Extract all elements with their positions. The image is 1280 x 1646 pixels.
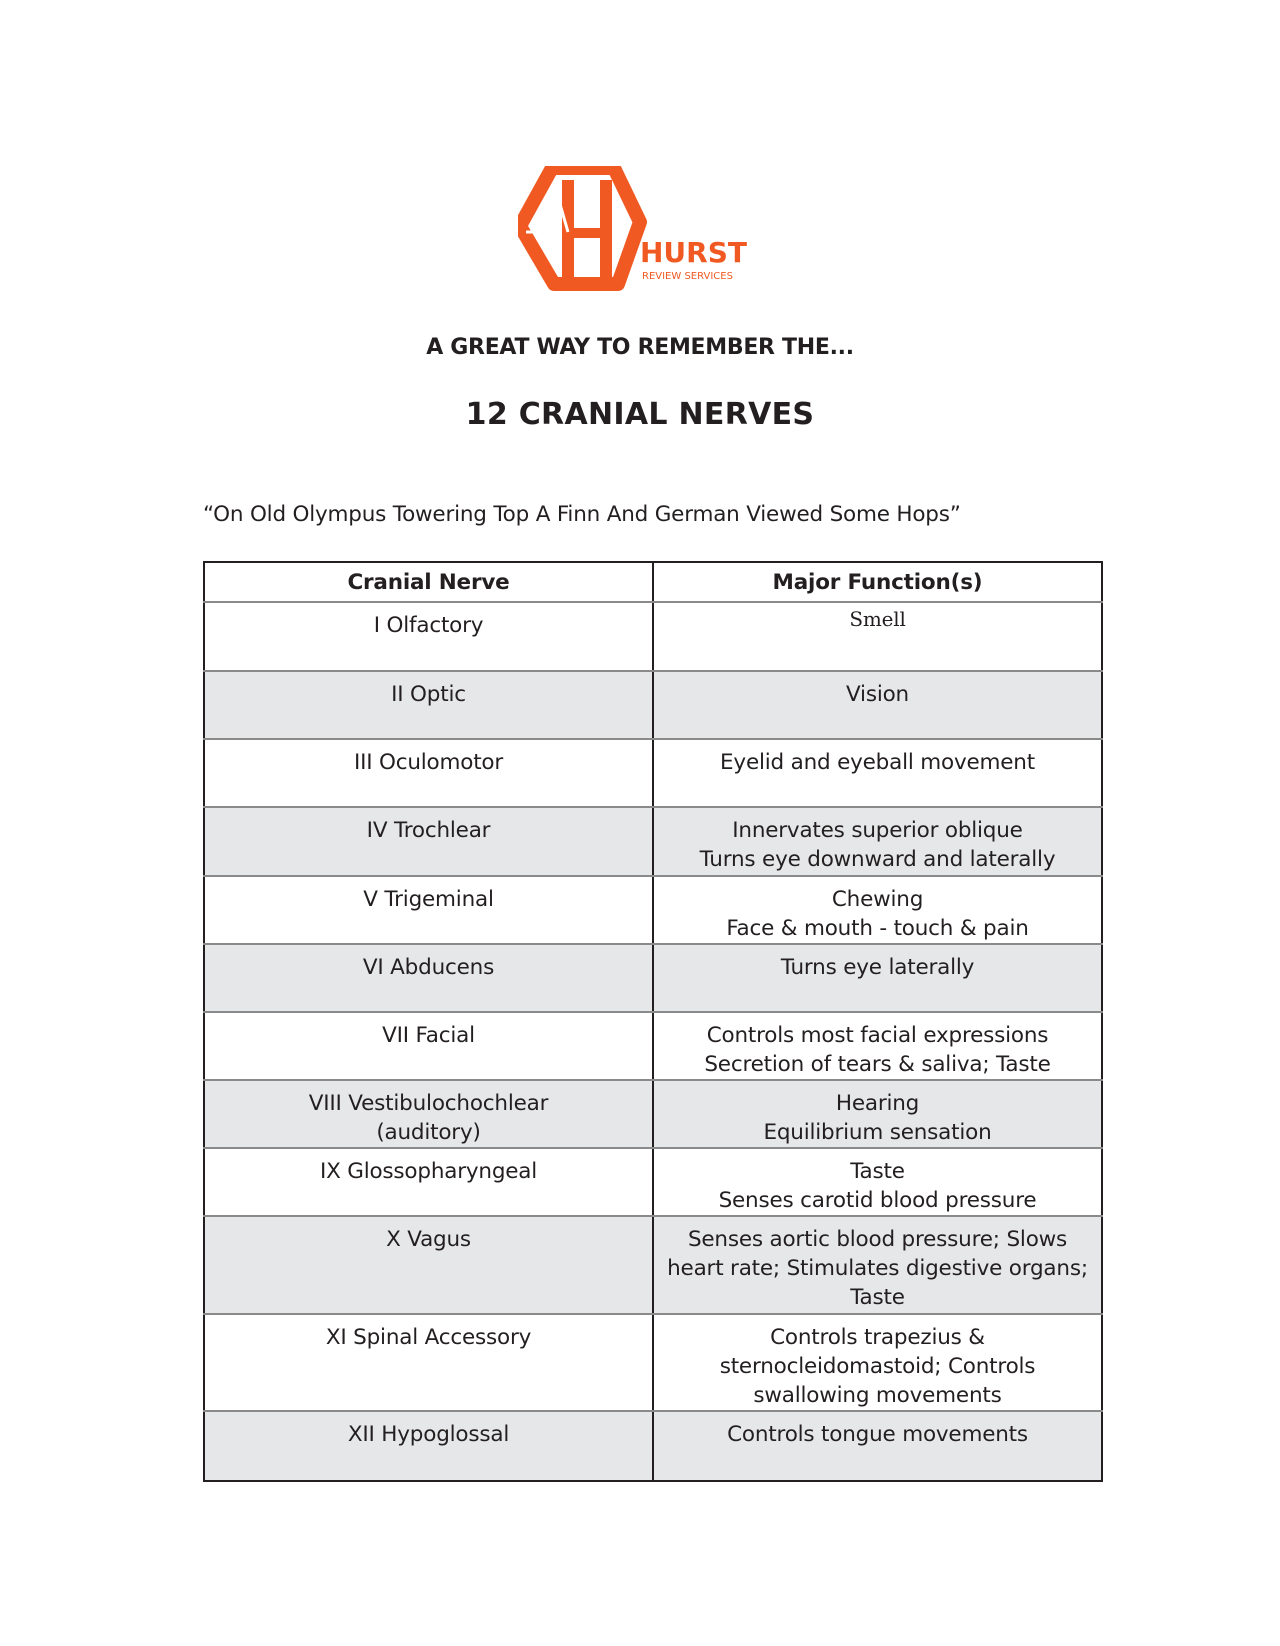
function-line: Controls tongue movements xyxy=(727,1422,1028,1447)
table-row xyxy=(204,1012,1102,1080)
function-line: Turns eye laterally xyxy=(780,955,975,980)
function-cell xyxy=(653,739,1102,807)
nerve-name-line: VI Abducens xyxy=(362,955,495,980)
mnemonic-phrase: “On Old Olympus Towering Top A Finn And German Viewed Some Hops” xyxy=(203,502,961,527)
function-cell xyxy=(653,602,1102,671)
nerve-cell xyxy=(204,1148,653,1216)
page-title: 12 CRANIAL NERVES xyxy=(465,397,815,432)
table-row xyxy=(204,602,1102,671)
nerve-name-line: (auditory) xyxy=(376,1120,481,1145)
function-line: Senses aortic blood pressure; Slows xyxy=(687,1227,1068,1252)
table-row xyxy=(204,1216,1102,1314)
function-cell xyxy=(653,1012,1102,1080)
nerve-name-line: VII Facial xyxy=(382,1023,475,1048)
brand-wordmark: HURST xyxy=(640,236,747,269)
brand-tagline: REVIEW SERVICES xyxy=(642,271,733,282)
nerve-cell xyxy=(204,1080,653,1148)
column-header-function: Major Function(s) xyxy=(653,562,1102,602)
function-line: Taste xyxy=(850,1159,905,1184)
function-cell xyxy=(653,671,1102,739)
table-header-row xyxy=(204,562,1102,602)
function-line: Controls trapezius & xyxy=(770,1325,985,1350)
function-cell xyxy=(653,1080,1102,1148)
nerve-name-line: XII Hypoglossal xyxy=(347,1422,510,1447)
nerve-cell xyxy=(204,1314,653,1411)
nerve-cell xyxy=(204,602,653,671)
function-line: Secretion of tears & saliva; Taste xyxy=(704,1052,1051,1077)
table-row xyxy=(204,876,1102,944)
function-line: Vision xyxy=(846,682,909,707)
nerve-name-line: IV Trochlear xyxy=(366,818,491,843)
nerve-name-line: III Oculomotor xyxy=(353,750,504,775)
function-line: Taste xyxy=(850,1285,905,1310)
nerve-cell xyxy=(204,807,653,876)
function-cell xyxy=(653,807,1102,876)
function-line: Equilibrium sensation xyxy=(763,1120,992,1145)
table-row xyxy=(204,807,1102,876)
nerve-name-line: IX Glossopharyngeal xyxy=(319,1159,538,1184)
nerve-cell xyxy=(204,944,653,1012)
function-line: Face & mouth - touch & pain xyxy=(726,916,1029,941)
hurst-logo-mark xyxy=(518,166,758,294)
table-row xyxy=(204,1148,1102,1216)
table-row xyxy=(204,1314,1102,1411)
function-cell xyxy=(653,1411,1102,1481)
nerve-name-line: X Vagus xyxy=(386,1227,471,1252)
nerve-cell xyxy=(204,739,653,807)
function-cell xyxy=(653,1314,1102,1411)
function-line: Chewing xyxy=(831,887,924,912)
table-row xyxy=(204,739,1102,807)
nerve-name-line: V Trigeminal xyxy=(363,887,494,912)
cranial-nerves-table xyxy=(203,561,1103,1482)
nerve-name-line: II Optic xyxy=(391,682,466,707)
function-cell xyxy=(653,1148,1102,1216)
function-line: Smell xyxy=(849,607,906,631)
function-line: Controls most facial expressions xyxy=(706,1023,1049,1048)
nerve-name-line: VIII Vestibulochochlear xyxy=(308,1091,549,1116)
table-row xyxy=(204,944,1102,1012)
function-line: heart rate; Stimulates digestive organs; xyxy=(667,1256,1088,1281)
nerve-cell xyxy=(204,876,653,944)
function-cell xyxy=(653,944,1102,1012)
function-line: Turns eye downward and laterally xyxy=(699,847,1056,872)
function-line: Senses carotid blood pressure xyxy=(718,1188,1037,1213)
table-row xyxy=(204,671,1102,739)
function-line: Innervates superior oblique xyxy=(732,818,1023,843)
function-line: Hearing xyxy=(835,1091,920,1116)
page-kicker: A GREAT WAY TO REMEMBER THE... xyxy=(426,335,854,360)
nerve-name-line: I Olfactory xyxy=(373,613,484,638)
hurst-logo xyxy=(518,166,758,294)
function-cell xyxy=(653,1216,1102,1314)
nerve-cell xyxy=(204,1411,653,1481)
function-line: sternocleidomastoid; Controls xyxy=(719,1354,1036,1379)
nerve-cell xyxy=(204,1012,653,1080)
function-cell xyxy=(653,876,1102,944)
function-line: swallowing movements xyxy=(753,1383,1002,1408)
table-body xyxy=(204,602,1102,1481)
column-header-nerve: Cranial Nerve xyxy=(204,562,653,602)
nerve-name-line: XI Spinal Accessory xyxy=(325,1325,532,1350)
function-line: Eyelid and eyeball movement xyxy=(720,750,1035,775)
table-row xyxy=(204,1080,1102,1148)
nerve-cell xyxy=(204,1216,653,1314)
nerve-cell xyxy=(204,671,653,739)
table-row xyxy=(204,1411,1102,1481)
